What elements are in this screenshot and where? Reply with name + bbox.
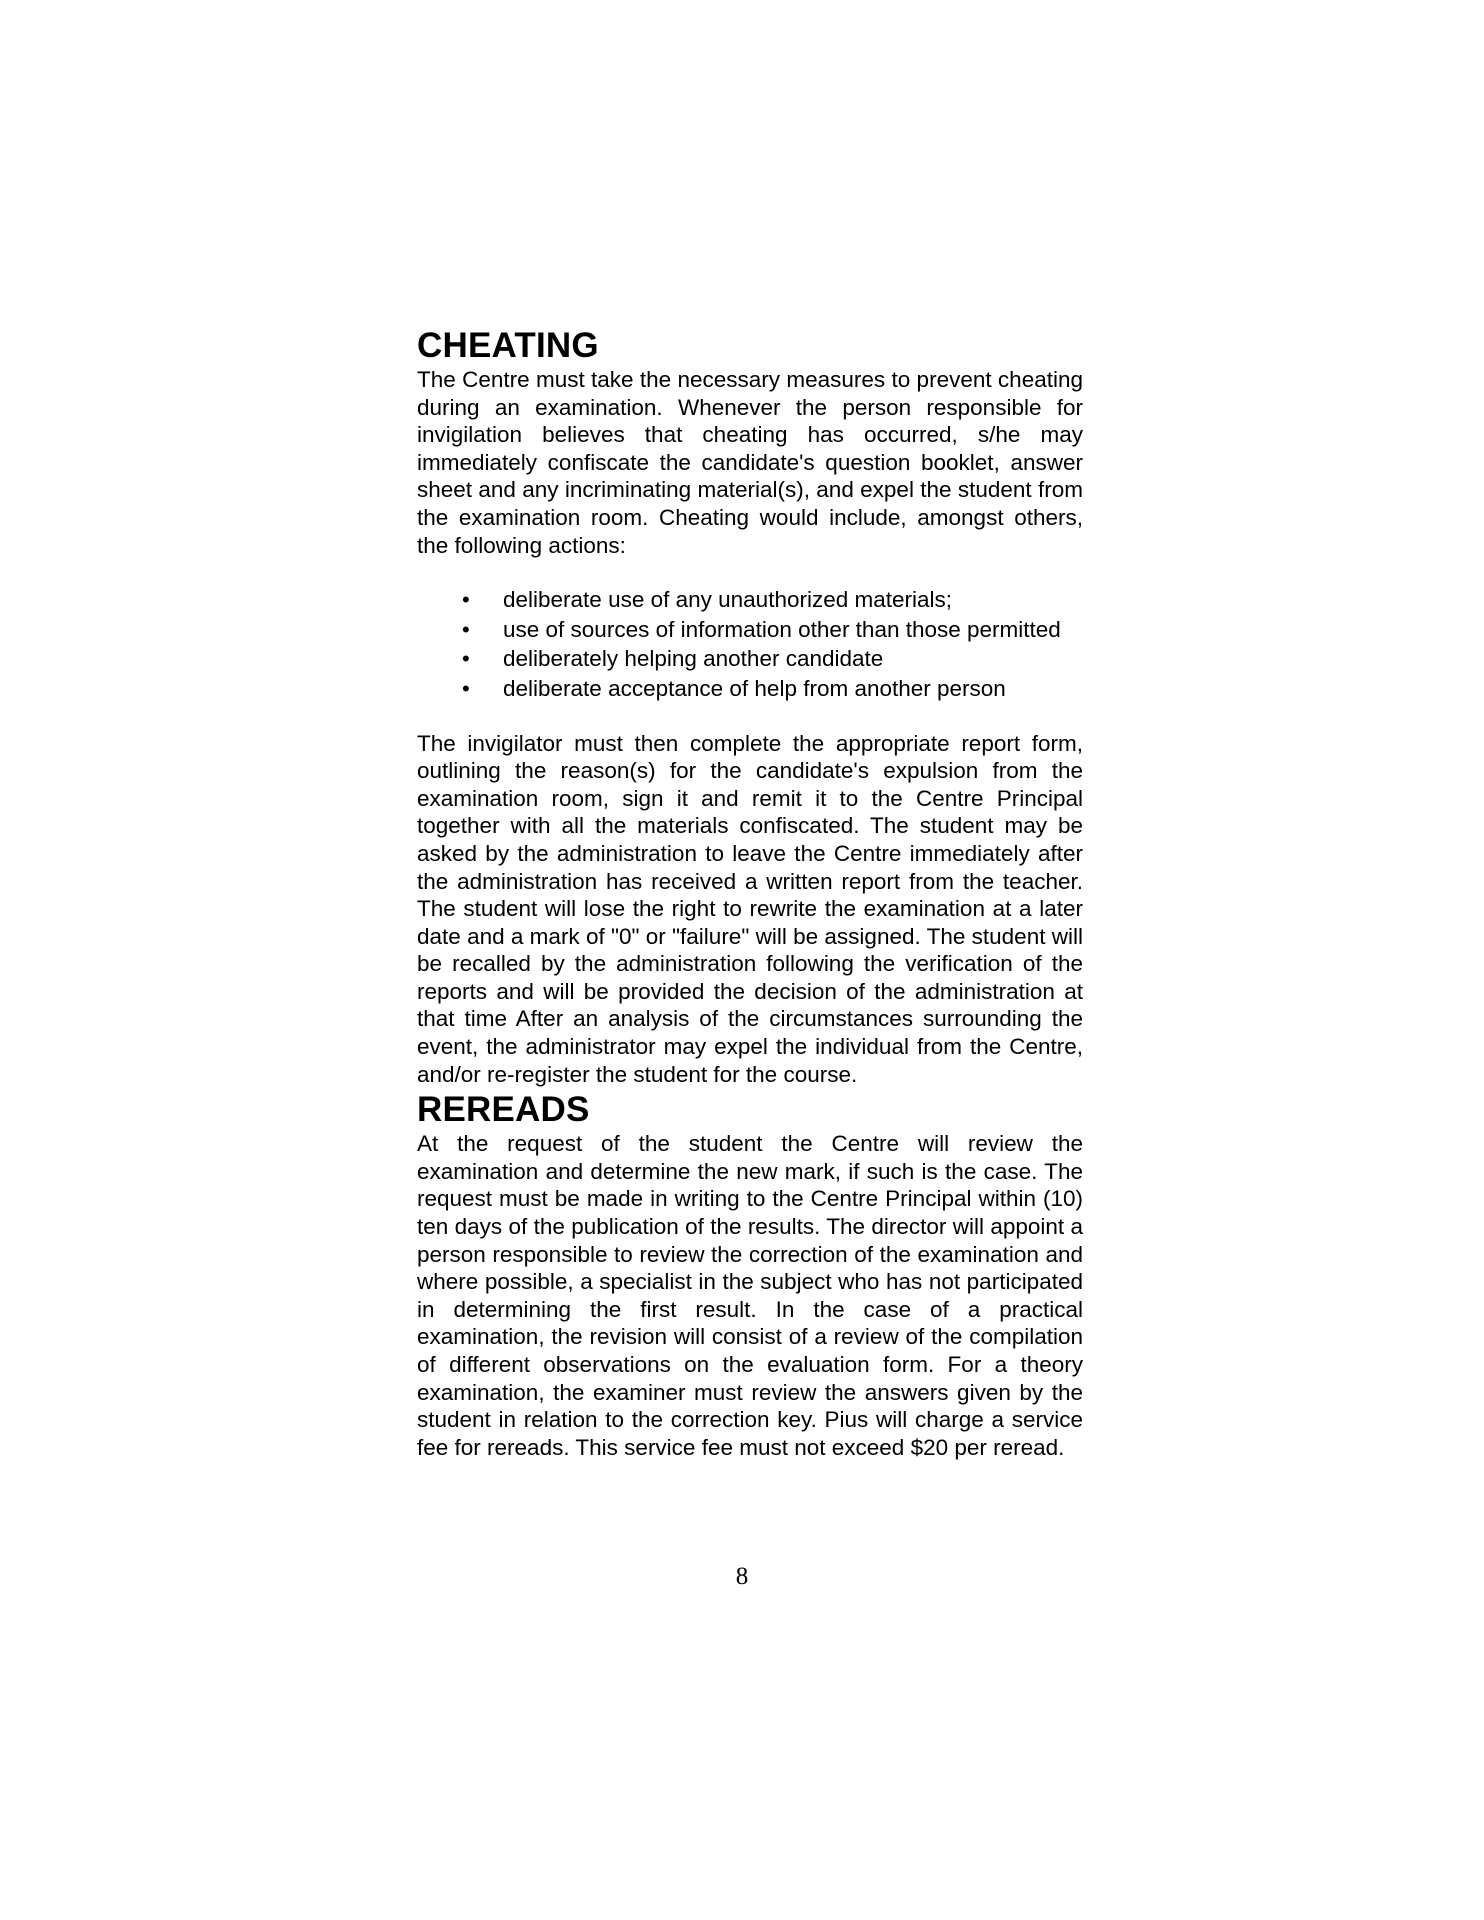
bullet-icon: • [462, 587, 470, 613]
bullet-icon: • [462, 675, 470, 701]
page-number: 8 [735, 1563, 749, 1590]
cheating-actions-list [417, 586, 1083, 702]
list-item [417, 645, 1083, 673]
list-item-text: deliberately helping another candidate [503, 646, 884, 672]
cheating-followup-paragraph: The invigilator must then complete the appropriate report form, outlining the reason(s) for the candidate's expulsion from the examination room, sign it and remit it to the Centre Principal together with all the materials confiscated. The student may be asked by the administration to leave the Centre immediately after the administration has received a written report from the teacher. The student will lose the right to rewrite the examination at a later date and a mark of "0" or "failure" will be assigned. The student will be recalled by the administration following the verification of the reports and will be provided the decision of the administration at that time After an analysis of the circumstances surrounding the event, the administrator may expel the individual from the Centre, and/or re-register the student for the course. [417, 730, 1083, 1087]
list-item-text: use of sources of information other than those permitted [503, 616, 1061, 642]
list-item [417, 675, 1083, 703]
list-item-text: deliberate use of any unauthorized materials; [503, 587, 953, 613]
cheating-heading: CHEATING [417, 326, 599, 365]
list-item-text: deliberate acceptance of help from another person [503, 675, 1006, 701]
bullet-icon: • [462, 646, 470, 672]
list-item [417, 616, 1083, 644]
text-column [417, 326, 1083, 1461]
rereads-paragraph: At the request of the student the Centre will review the examination and determine the new mark, if such is the case. The request must be made in writing to the Centre Principal within (10) ten days of the publication of the results. The director will appoint a person responsible to review the correction of the examination and where possible, a specialist in the subject who has not participated in determining the first result. In the case of a practical examination, the revision will consist of a review of the compilation of different observations on the evaluation form. For a theory examination, the examiner must review the answers given by the student in relation to the correction key. Pius will charge a service fee for rereads. This service fee must not exceed $20 per reread. [417, 1131, 1083, 1460]
bullet-icon: • [462, 616, 470, 642]
list-item [417, 586, 1083, 614]
cheating-intro-paragraph: The Centre must take the necessary measures to prevent cheating during an examination. Whenever the person responsible for invigilation believes that cheating has occurred, s/he may immediately confiscate the candidate's question booklet, answer sheet and any incriminating material(s), and expel the student from the examination room. Cheating would include, amongst others, the following actions: [417, 367, 1083, 558]
rereads-heading: REREADS [417, 1090, 590, 1130]
